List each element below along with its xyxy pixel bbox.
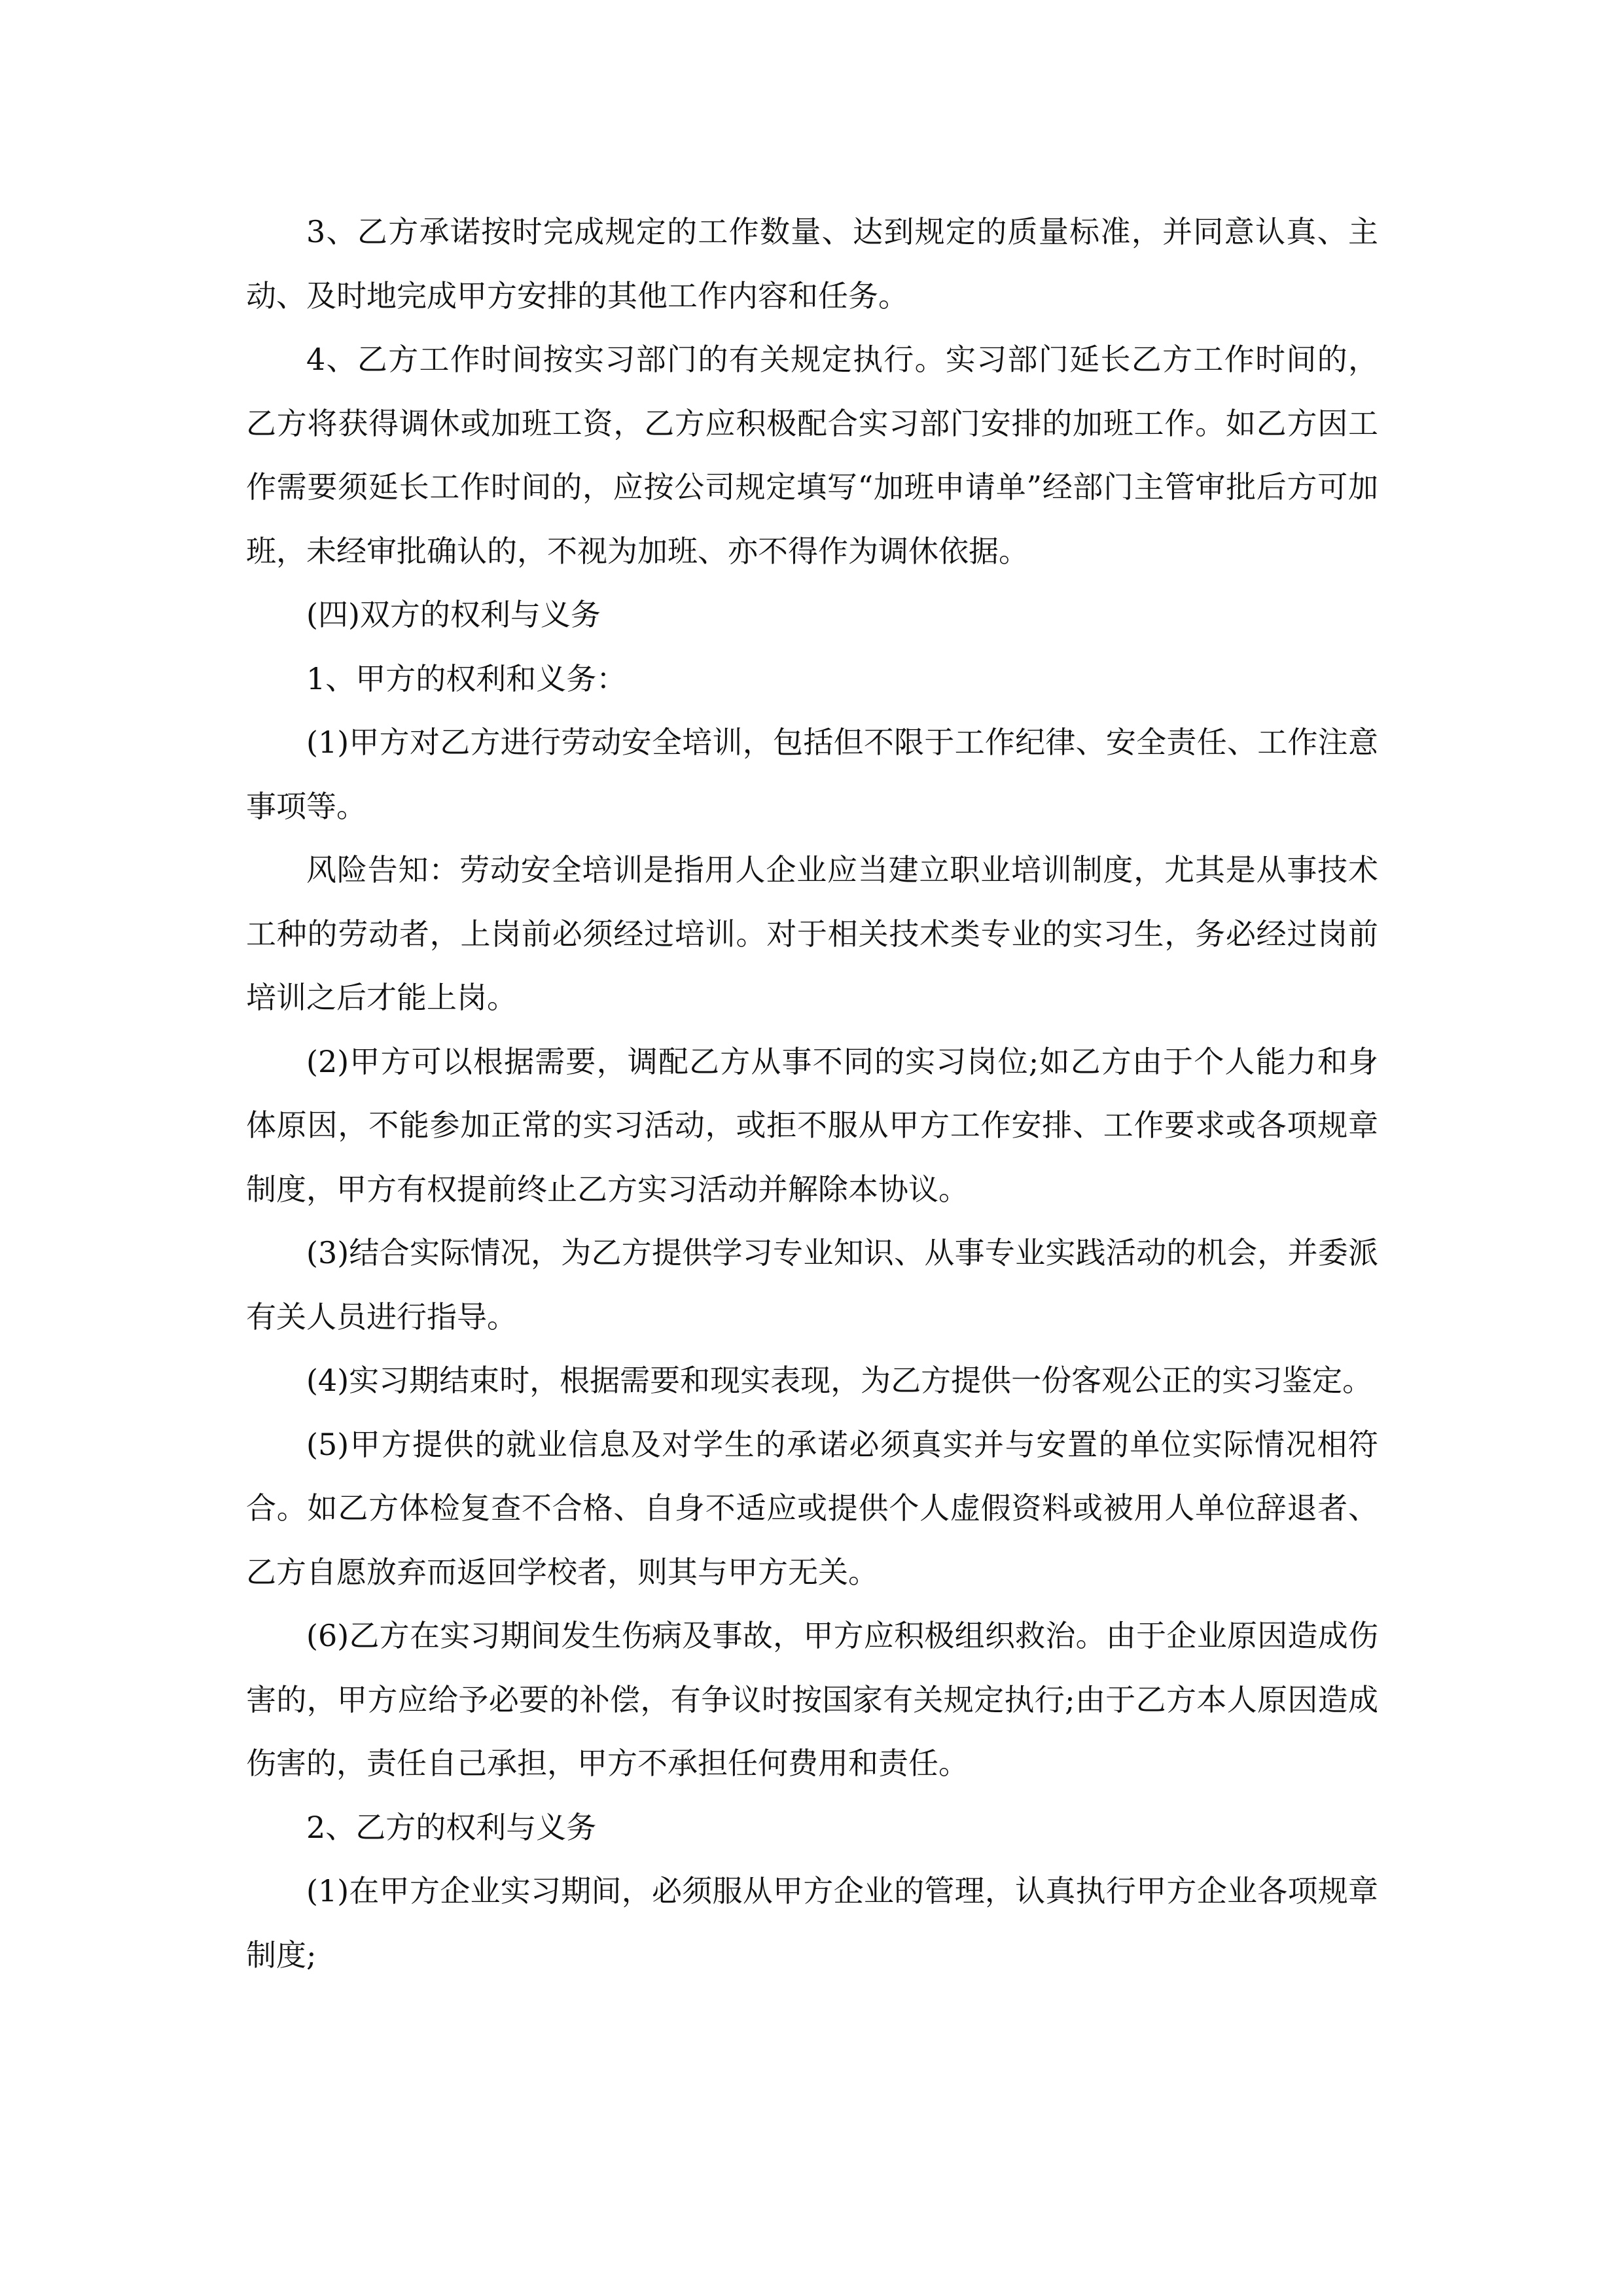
paragraph-a-6-injury: (6)乙方在实习期间发生伤病及事故，甲方应积极组织救治。由于企业原因造成伤害的，甲方应给予必要的补偿，有争议时按国家有关规定执行;由于乙方本人原因造成伤害的，责任自己承担，甲方不承担任何费用和责任。 <box>246 1618 1378 1781</box>
paragraph-a-1-safety-training: (1)甲方对乙方进行劳动安全培训，包括但不限于工作纪律、安全责任、工作注意事项等。 <box>246 725 1378 824</box>
paragraph-risk-notice: 风险告知：劳动安全培训是指用人企业应当建立职业培训制度，尤其是从事技术工种的劳动者，上岗前必须经过培训。对于相关技术类专业的实习生，务必经过岗前培训之后才能上岗。 <box>246 852 1378 1015</box>
paragraph-a-2-reassignment: (2)甲方可以根据需要，调配乙方从事不同的实习岗位;如乙方由于个人能力和身体原因，不能参加正常的实习活动，或拒不服从甲方工作安排、工作要求或各项规章制度，甲方有权提前终止乙方实习活动并解除本协议。 <box>246 1043 1378 1207</box>
paragraph-a-5-employment-info: (5)甲方提供的就业信息及对学生的承诺必须真实并与安置的单位实际情况相符合。如乙方体检复查不合格、自身不适应或提供个人虚假资料或被用人单位辞退者、乙方自愿放弃而返回学校者，则其与甲方无关。 <box>246 1426 1378 1590</box>
paragraph-b-1-compliance: (1)在甲方企业实习期间，必须服从甲方企业的管理，认真执行甲方企业各项规章制度; <box>246 1873 1378 1973</box>
subheading-party-a-rights: 1、甲方的权利和义务： <box>306 660 627 696</box>
document-body <box>246 200 1378 1987</box>
paragraph-item-3-commitment: 3、乙方承诺按时完成规定的工作数量、达到规定的质量标准，并同意认真、主动、及时地完成甲方安排的其他工作内容和任务。 <box>246 214 1378 314</box>
paragraph-a-3-guidance: (3)结合实际情况，为乙方提供学习专业知识、从事专业实践活动的机会，并委派有关人员进行指导。 <box>246 1235 1378 1335</box>
subheading-party-b-rights: 2、乙方的权利与义务 <box>306 1809 597 1845</box>
paragraph-item-4-working-hours: 4、乙方工作时间按实习部门的有关规定执行。实习部门延长乙方工作时间的，乙方将获得调休或加班工资，乙方应积极配合实习部门安排的加班工作。如乙方因工作需要须延长工作时间的，应按公司规定填写“加班申请单”经部门主管审批后方可加班，未经审批确认的，不视为加班、亦不得作为调休依据。 <box>246 342 1378 569</box>
section-heading-rights-obligations: (四)双方的权利与义务 <box>306 597 601 632</box>
paragraph-a-4-appraisal: (4)实习期结束时，根据需要和现实表现，为乙方提供一份客观公正的实习鉴定。 <box>306 1363 1373 1398</box>
